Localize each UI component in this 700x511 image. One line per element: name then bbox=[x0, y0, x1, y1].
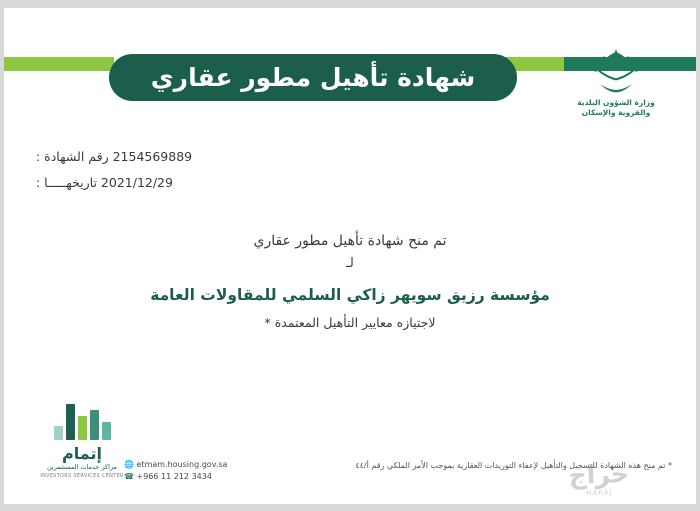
certificate-date-row bbox=[36, 170, 226, 196]
certificate-meta bbox=[36, 144, 226, 196]
certificate-body bbox=[4, 230, 696, 336]
certificate-number-value: 2154569889 bbox=[112, 149, 193, 164]
website-line bbox=[124, 459, 284, 471]
etmam-subtitle-arabic: مراكز خدمات المستثمرين bbox=[46, 463, 118, 471]
page-title: شهادة تأهيل مطور عقاري bbox=[150, 63, 476, 92]
palm-and-swords-emblem-icon bbox=[590, 46, 642, 94]
header-band-left bbox=[4, 57, 114, 71]
ministry-name-line-1: وزارة الشؤون البلدية bbox=[577, 98, 655, 107]
qualification-reason: لاجتيازه معايير التأهيل المعتمدة * bbox=[264, 315, 436, 330]
website-value: etmam.housing.gov.sa bbox=[136, 460, 228, 469]
entity-name: مؤسسة رزيق سويهر زاكي السلمي للمقاولات العامة bbox=[150, 286, 550, 304]
ministry-logo bbox=[556, 46, 676, 118]
footnote-text: * تم منح هذه الشهادة للتسجيل والتأهيل لإعفاء التوريدات العقارية بموجب الأمر الملكي رقم أ/٤٤ bbox=[355, 461, 672, 470]
phone-value: +966 11 212 3434 bbox=[136, 472, 212, 481]
certificate-number-row bbox=[36, 144, 226, 170]
watermark-subtext: HARAJ bbox=[586, 488, 613, 498]
phone-icon: ☎ bbox=[124, 472, 134, 481]
grant-statement: تم منح شهادة تأهيل مطور عقاري bbox=[253, 233, 447, 249]
certificate-date-value: 2021/12/29 bbox=[100, 175, 173, 190]
globe-icon: 🌐 bbox=[124, 460, 134, 469]
watermark-text: حراج bbox=[568, 458, 630, 491]
ministry-name-line-2: والقروية والإسكان bbox=[581, 108, 651, 117]
etmam-subtitle-english: INVESTORS SERVICES CENTER bbox=[40, 473, 124, 479]
certificate-document bbox=[4, 8, 696, 504]
etmam-logo bbox=[36, 400, 128, 480]
etmam-wordmark: إتمام bbox=[62, 444, 102, 463]
phone-line bbox=[124, 471, 284, 483]
contact-block bbox=[124, 459, 284, 483]
etmam-buildings-icon bbox=[36, 400, 128, 440]
document-title-banner bbox=[109, 54, 517, 101]
connector-word: لـ bbox=[346, 256, 354, 271]
haraj-watermark bbox=[523, 457, 674, 502]
certificate-number-label: رقم الشهادة : bbox=[36, 149, 109, 164]
certificate-date-label: تاريخهـــــا : bbox=[36, 175, 97, 190]
